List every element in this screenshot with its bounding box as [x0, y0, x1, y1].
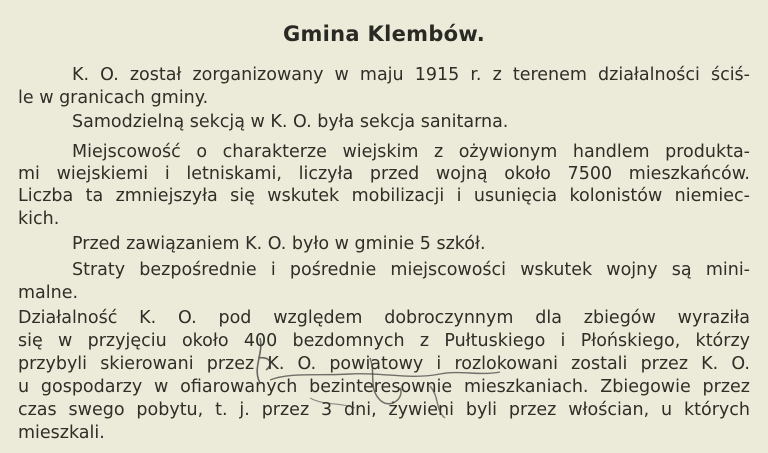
paragraph-line: Działalność K. O. pod względem dobroczynnym dla zbiegów wyraziła [18, 308, 750, 328]
paragraph-line: przybyli skierowani przez K. O. powiatowy i rozlokowani zostali przez K. O. [18, 354, 750, 374]
paragraph-line: Samodzielną sekcją w K. O. była sekcja sanitarna. [72, 112, 509, 132]
paragraph-line: mi wiejskiemi i letniskami, liczyła przed wojną około 7500 mieszkańców. [18, 164, 750, 184]
paragraph-line: czas swego pobytu, t. j. przez 3 dni, żywieni byli przez włościan, u których [18, 400, 750, 420]
paragraph-line: się w przyjęciu około 400 bezdomnych z Pułtuskiego i Płońskiego, którzy [18, 331, 750, 351]
paragraph-line: le w granicach gminy. [18, 88, 209, 108]
paragraph-line: kich. [18, 209, 60, 229]
paragraph-line: mieszkali. [18, 423, 105, 443]
page-title: Gmina Klembów. [282, 22, 486, 46]
paragraph-line: Straty bezpośrednie i pośrednie miejscowości wskutek wojny są mini- [72, 260, 750, 280]
paragraph-line: malne. [18, 283, 79, 303]
paragraph-line: u gospodarzy w ofiarowanych bezinteresownie mieszkaniach. Zbiegowie przez [18, 377, 750, 397]
paragraph-line: Miejscowość o charakterze wiejskim z ożywionym handlem produkta- [72, 142, 750, 162]
paragraph-line: K. O. został zorganizowany w maju 1915 r. z terenem działalności ściś- [72, 65, 750, 85]
paragraph-line: Przed zawiązaniem K. O. było w gminie 5 szkół. [72, 234, 486, 254]
paragraph-line: Liczba ta zmniejszyła się wskutek mobilizacji i usunięcia kolonistów niemiec- [18, 186, 750, 206]
